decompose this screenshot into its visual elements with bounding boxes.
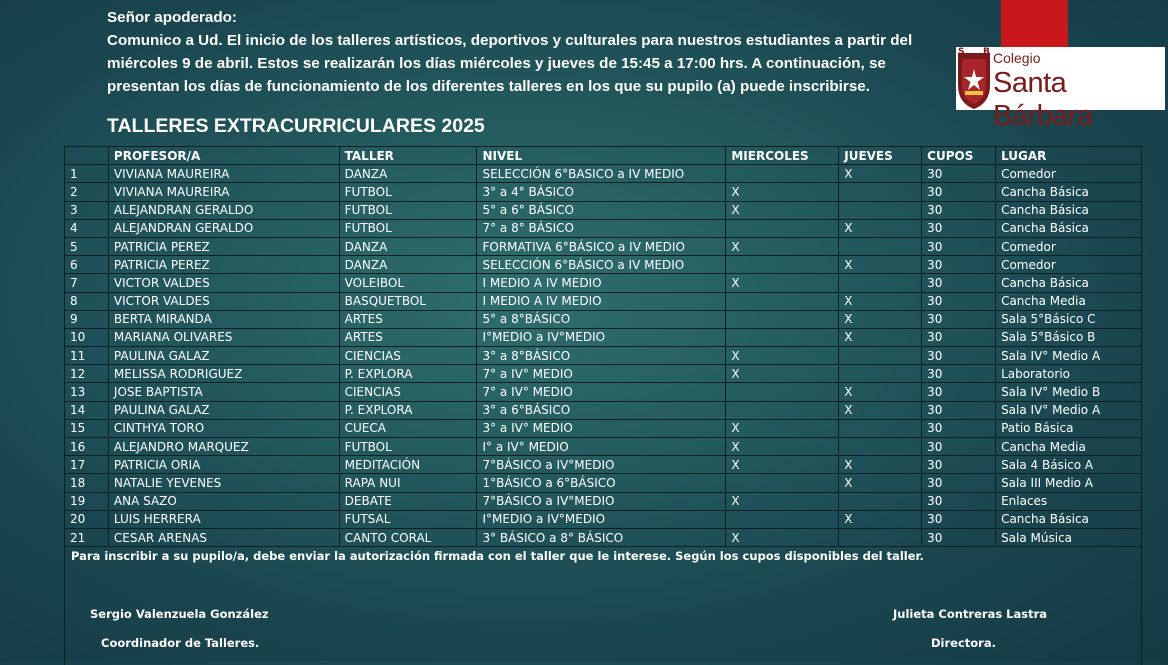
cell-cupos: 30 (922, 474, 996, 492)
cell-index: 4 (65, 219, 109, 237)
cell-lugar: Sala IV° Medio B (996, 383, 1142, 401)
cell-nivel: I MEDIO A IV MEDIO (477, 292, 726, 310)
header-lugar: LUGAR (996, 147, 1142, 165)
cell-profesor: ALEJANDRAN GERALDO (108, 201, 339, 219)
cell-nivel: I MEDIO A IV MEDIO (477, 274, 726, 292)
cell-profesor: NATALIE YEVENES (108, 474, 339, 492)
cell-taller: DANZA (339, 256, 477, 274)
cell-profesor: ALEJANDRO MARQUEZ (108, 438, 339, 456)
cell-jueves: X (839, 456, 922, 474)
cell-index: 1 (65, 165, 109, 183)
cell-index: 17 (65, 456, 109, 474)
page-title: TALLERES EXTRACURRICULARES 2025 (107, 115, 485, 137)
header-index (65, 147, 109, 165)
cell-cupos: 30 (922, 183, 996, 201)
logo-school-name: Santa Bárbara (993, 67, 1093, 132)
cell-cupos: 30 (922, 165, 996, 183)
table-row (65, 347, 1142, 365)
cell-miercoles: X (726, 419, 839, 437)
director-name: Julieta Contreras Lastra (893, 607, 1048, 621)
cell-index: 8 (65, 292, 109, 310)
cell-lugar: Cancha Media (996, 292, 1142, 310)
cell-index: 15 (65, 419, 109, 437)
cell-profesor: VICTOR VALDES (108, 292, 339, 310)
cell-nivel: I° a IV° MEDIO (477, 438, 726, 456)
cell-taller: P. EXPLORA (339, 365, 477, 383)
cell-index: 7 (65, 274, 109, 292)
cell-taller: CUECA (339, 419, 477, 437)
table-header-row (65, 147, 1142, 165)
cell-taller: MEDITACIÓN (339, 456, 477, 474)
cell-nivel: 5° a 6° BÁSICO (477, 201, 726, 219)
table-row (65, 492, 1142, 510)
cell-nivel: 5° a 8°BÁSICO (477, 310, 726, 328)
cell-jueves (839, 347, 922, 365)
cell-profesor: MARIANA OLIVARES (108, 328, 339, 346)
header-jueves: JUEVES (839, 147, 922, 165)
header-cupos: CUPOS (922, 147, 996, 165)
cell-miercoles (726, 310, 839, 328)
cell-profesor: PATRICIA ORIA (108, 456, 339, 474)
cell-index: 6 (65, 256, 109, 274)
cell-nivel: 7°BÁSICO a IV°MEDIO (477, 456, 726, 474)
cell-nivel: SELECCIÓN 6°BASICO a IV MEDIO (477, 165, 726, 183)
crest-letter-s: S (958, 47, 965, 57)
cell-taller: BASQUETBOL (339, 292, 477, 310)
cell-miercoles (726, 292, 839, 310)
cell-lugar: Cancha Media (996, 438, 1142, 456)
cell-jueves (839, 183, 922, 201)
cell-cupos: 30 (922, 510, 996, 528)
cell-cupos: 30 (922, 456, 996, 474)
cell-index: 13 (65, 383, 109, 401)
cell-miercoles: X (726, 528, 839, 546)
table-row (65, 383, 1142, 401)
table-row (65, 183, 1142, 201)
table-row (65, 474, 1142, 492)
cell-cupos: 30 (922, 310, 996, 328)
cell-taller: DANZA (339, 237, 477, 255)
cell-miercoles (726, 165, 839, 183)
header-nivel: NIVEL (477, 147, 726, 165)
coordinator-role: Coordinador de Talleres. (101, 636, 260, 650)
cell-jueves: X (839, 401, 922, 419)
cell-taller: FUTBOL (339, 219, 477, 237)
cell-cupos: 30 (922, 201, 996, 219)
cell-profesor: PAULINA GALAZ (108, 401, 339, 419)
cell-nivel: 3° a 8°BÁSICO (477, 347, 726, 365)
cell-nivel: 3° a 6°BÁSICO (477, 401, 726, 419)
cell-nivel: 3° a IV° MEDIO (477, 419, 726, 437)
table-row (65, 419, 1142, 437)
cell-cupos: 30 (922, 237, 996, 255)
cell-lugar: Comedor (996, 237, 1142, 255)
table-row (65, 310, 1142, 328)
cell-jueves (839, 237, 922, 255)
cell-taller: P. EXPLORA (339, 401, 477, 419)
cell-profesor: ALEJANDRAN GERALDO (108, 219, 339, 237)
cell-index: 21 (65, 528, 109, 546)
table-row (65, 510, 1142, 528)
cell-jueves: X (839, 383, 922, 401)
cell-lugar: Sala 5°Básico C (996, 310, 1142, 328)
header-taller: TALLER (339, 147, 477, 165)
cell-index: 10 (65, 328, 109, 346)
cell-jueves (839, 274, 922, 292)
cell-jueves: X (839, 310, 922, 328)
cell-miercoles: X (726, 365, 839, 383)
cell-cupos: 30 (922, 401, 996, 419)
director-role: Directora. (931, 636, 996, 650)
cell-jueves (839, 365, 922, 383)
cell-lugar: Comedor (996, 256, 1142, 274)
cell-cupos: 30 (922, 528, 996, 546)
greeting: Señor apoderado: (107, 9, 237, 26)
cell-nivel: 7° a IV° MEDIO (477, 365, 726, 383)
table-row (65, 365, 1142, 383)
cell-cupos: 30 (922, 328, 996, 346)
cell-jueves (839, 492, 922, 510)
cell-taller: DEBATE (339, 492, 477, 510)
cell-lugar: Enlaces (996, 492, 1142, 510)
coordinator-name: Sergio Valenzuela González (90, 607, 269, 621)
cell-profesor: PATRICIA PEREZ (108, 256, 339, 274)
cell-jueves (839, 419, 922, 437)
cell-nivel: 3° BÁSICO a 8° BÁSICO (477, 528, 726, 546)
table-row (65, 201, 1142, 219)
cell-index: 20 (65, 510, 109, 528)
table-row (65, 328, 1142, 346)
cell-profesor: PAULINA GALAZ (108, 347, 339, 365)
cell-jueves: X (839, 510, 922, 528)
table-row (65, 237, 1142, 255)
cell-lugar: Sala IV° Medio A (996, 347, 1142, 365)
cell-lugar: Comedor (996, 165, 1142, 183)
cell-index: 2 (65, 183, 109, 201)
workshops-table (64, 146, 1142, 547)
cell-jueves: X (839, 328, 922, 346)
cell-profesor: MELISSA RODRIGUEZ (108, 365, 339, 383)
registration-note: Para inscribir a su pupilo/a, debe enviar la autorización firmada con el taller que le interese. Según los cupos disponibles del taller. (71, 549, 924, 563)
cell-cupos: 30 (922, 419, 996, 437)
cell-miercoles (726, 383, 839, 401)
cell-lugar: Sala 5°Básico B (996, 328, 1142, 346)
cell-cupos: 30 (922, 492, 996, 510)
cell-nivel: 7° a IV° MEDIO (477, 383, 726, 401)
table-row (65, 292, 1142, 310)
cell-lugar: Cancha Básica (996, 201, 1142, 219)
intro-body: Comunico a Ud. El inicio de los talleres artísticos, deportivos y culturales para nuestros estudiantes a partir del miércoles 9 de abril. Estos se realizarán los días miércoles y jueves de 15:45 a 17:00 hrs. A continuación, se presentan los días de funcionamiento de los diferentes talleres en los que su pupilo (a) puede inscribirse. (107, 32, 913, 95)
cell-nivel: SELECCIÓN 6°BÁSICO a IV MEDIO (477, 256, 726, 274)
cell-miercoles: X (726, 492, 839, 510)
cell-jueves (839, 201, 922, 219)
cell-index: 9 (65, 310, 109, 328)
cell-profesor: BERTA MIRANDA (108, 310, 339, 328)
cell-profesor: ANA SAZO (108, 492, 339, 510)
cell-taller: CANTO CORAL (339, 528, 477, 546)
cell-index: 5 (65, 237, 109, 255)
cell-jueves: X (839, 219, 922, 237)
cell-lugar: Cancha Básica (996, 219, 1142, 237)
red-accent-bar (1001, 0, 1068, 50)
cell-nivel: FORMATIVA 6°BÁSICO a IV MEDIO (477, 237, 726, 255)
table-row (65, 274, 1142, 292)
cell-miercoles (726, 510, 839, 528)
cell-nivel: I°MEDIO a IV°MEDIO (477, 328, 726, 346)
table-row (65, 219, 1142, 237)
cell-miercoles: X (726, 456, 839, 474)
cell-cupos: 30 (922, 256, 996, 274)
table-row (65, 438, 1142, 456)
cell-miercoles (726, 328, 839, 346)
cell-jueves (839, 438, 922, 456)
cell-taller: ARTES (339, 310, 477, 328)
cell-index: 14 (65, 401, 109, 419)
table-row (65, 401, 1142, 419)
cell-cupos: 30 (922, 274, 996, 292)
cell-miercoles: X (726, 274, 839, 292)
cell-miercoles (726, 474, 839, 492)
intro-text (107, 6, 957, 98)
cell-index: 18 (65, 474, 109, 492)
logo-small-text: Colegio (993, 50, 1041, 66)
cell-lugar: Sala III Medio A (996, 474, 1142, 492)
school-logo (956, 47, 1165, 132)
cell-taller: FUTBOL (339, 438, 477, 456)
cell-taller: FUTBOL (339, 183, 477, 201)
cell-lugar: Cancha Básica (996, 510, 1142, 528)
cell-nivel: I°MEDIO a IV°MEDIO (477, 510, 726, 528)
cell-nivel: 3° a 4° BÁSICO (477, 183, 726, 201)
cell-cupos: 30 (922, 292, 996, 310)
cell-profesor: JOSE BAPTISTA (108, 383, 339, 401)
cell-miercoles: X (726, 237, 839, 255)
crest-letter-b: B (983, 47, 990, 57)
cell-miercoles: X (726, 438, 839, 456)
cell-profesor: VIVIANA MAUREIRA (108, 165, 339, 183)
cell-jueves: X (839, 474, 922, 492)
cell-taller: DANZA (339, 165, 477, 183)
cell-miercoles (726, 219, 839, 237)
cell-nivel: 7° a 8° BÁSICO (477, 219, 726, 237)
cell-cupos: 30 (922, 219, 996, 237)
cell-cupos: 30 (922, 438, 996, 456)
cell-nivel: 7°BÁSICO a IV°MEDIO (477, 492, 726, 510)
table-row (65, 165, 1142, 183)
cell-jueves (839, 528, 922, 546)
cell-jueves: X (839, 292, 922, 310)
cell-cupos: 30 (922, 347, 996, 365)
cell-profesor: CINTHYA TORO (108, 419, 339, 437)
cell-miercoles: X (726, 347, 839, 365)
table-row (65, 256, 1142, 274)
cell-lugar: Patio Básica (996, 419, 1142, 437)
cell-taller: FUTSAL (339, 510, 477, 528)
cell-nivel: 1°BÁSICO a 6°BÁSICO (477, 474, 726, 492)
cell-lugar: Sala IV° Medio A (996, 401, 1142, 419)
cell-miercoles (726, 256, 839, 274)
cell-lugar: Cancha Básica (996, 183, 1142, 201)
cell-taller: CIENCIAS (339, 347, 477, 365)
cell-profesor: PATRICIA PEREZ (108, 237, 339, 255)
cell-profesor: VICTOR VALDES (108, 274, 339, 292)
header-miercoles: MIERCOLES (726, 147, 839, 165)
cell-profesor: VIVIANA MAUREIRA (108, 183, 339, 201)
cell-lugar: Sala 4 Básico A (996, 456, 1142, 474)
cell-lugar: Laboratorio (996, 365, 1142, 383)
cell-index: 12 (65, 365, 109, 383)
cell-taller: ARTES (339, 328, 477, 346)
cell-taller: VOLEIBOL (339, 274, 477, 292)
cell-taller: FUTBOL (339, 201, 477, 219)
table-row (65, 456, 1142, 474)
header-profesor: PROFESOR/A (108, 147, 339, 165)
cell-cupos: 30 (922, 365, 996, 383)
cell-miercoles (726, 401, 839, 419)
cell-lugar: Sala Música (996, 528, 1142, 546)
cell-jueves: X (839, 165, 922, 183)
cell-profesor: CESAR ARENAS (108, 528, 339, 546)
cell-profesor: LUIS HERRERA (108, 510, 339, 528)
cell-jueves: X (839, 256, 922, 274)
cell-taller: RAPA NUI (339, 474, 477, 492)
cell-taller: CIENCIAS (339, 383, 477, 401)
cell-index: 19 (65, 492, 109, 510)
cell-miercoles: X (726, 201, 839, 219)
cell-miercoles: X (726, 183, 839, 201)
cell-lugar: Cancha Básica (996, 274, 1142, 292)
table-row (65, 528, 1142, 546)
cell-index: 11 (65, 347, 109, 365)
cell-cupos: 30 (922, 383, 996, 401)
cell-index: 3 (65, 201, 109, 219)
cell-index: 16 (65, 438, 109, 456)
